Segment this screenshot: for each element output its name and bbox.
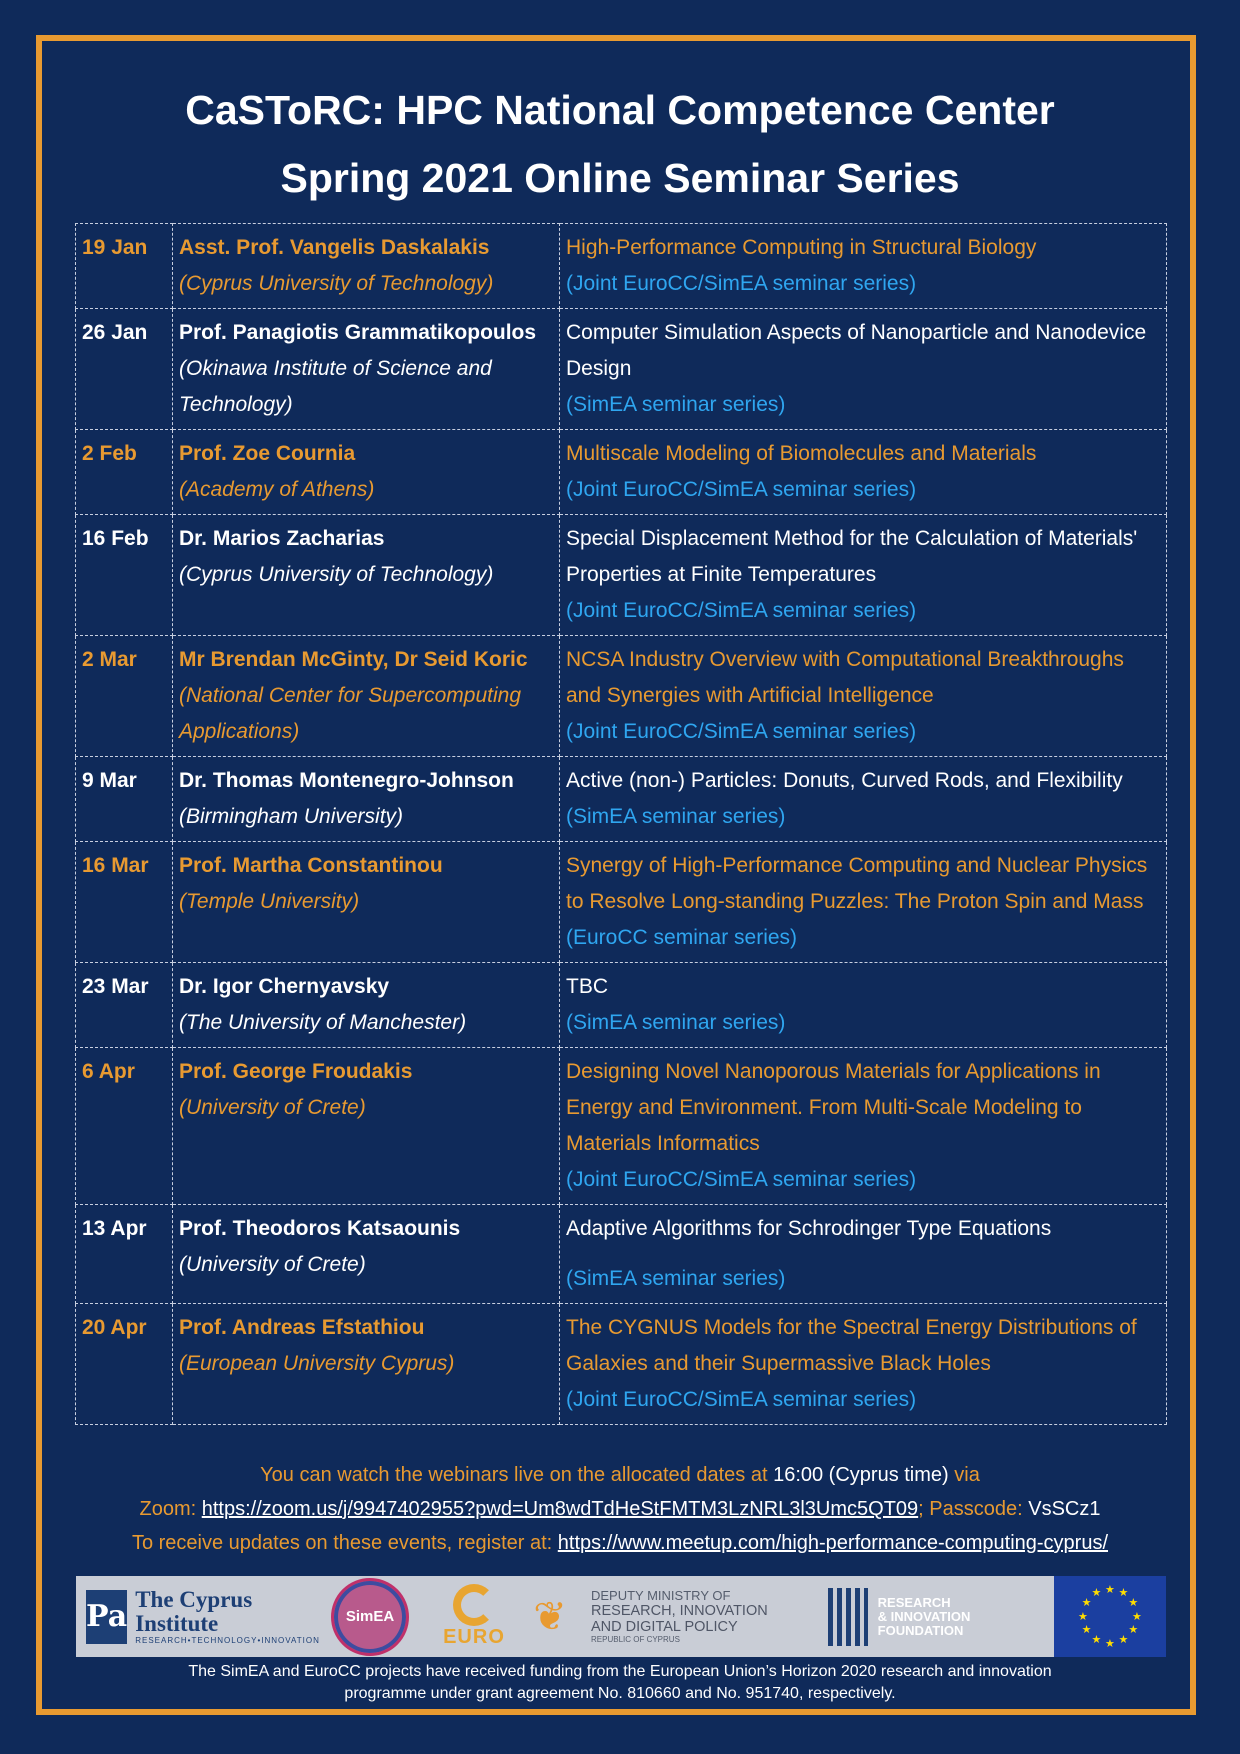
speaker-name: Dr. Thomas Montenegro-Johnson	[179, 769, 514, 792]
eu-star-icon: ★	[1128, 1597, 1139, 1609]
speaker-name: Dr. Igor Chernyavsky	[179, 975, 390, 998]
seminar-row	[76, 515, 1167, 636]
seminar-date: 23 Mar	[82, 975, 149, 998]
zoom-link[interactable]: https://zoom.us/j/9947402955?pwd=Um8wdTdHeStFMTM3LzNRL3l3Umc5QT09	[201, 1498, 919, 1520]
ministry-line2: RESEARCH, INNOVATION	[591, 1603, 768, 1619]
simea-logo	[311, 1576, 429, 1657]
seminar-row	[76, 430, 1167, 515]
speaker-affiliation: (The University of Manchester)	[179, 1011, 467, 1034]
eurocc-c-icon	[453, 1584, 495, 1626]
deputy-ministry-logo	[519, 1576, 799, 1657]
seminar-row	[76, 757, 1167, 842]
funding-acknowledgement	[0, 1661, 1240, 1705]
zoom-label: Zoom:	[139, 1498, 197, 1520]
funding-line2: programme under grant agreement No. 810660 and No. 951740, respectively.	[344, 1685, 896, 1702]
speaker-name: Dr. Marios Zacharias	[179, 527, 385, 550]
seminar-row	[76, 636, 1167, 757]
talk-title: The CYGNUS Models for the Spectral Energy Distributions of Galaxies and their Supermassive Black Holes	[566, 1316, 1137, 1375]
seminar-series: (SimEA seminar series)	[566, 805, 786, 828]
passcode-value: VsSCz1	[1028, 1498, 1101, 1520]
seminar-series: (SimEA seminar series)	[566, 393, 786, 416]
ministry-line3: AND DIGITAL POLICY	[591, 1619, 738, 1635]
eu-star-icon: ★	[1132, 1610, 1142, 1623]
seminar-series: (Joint EuroCC/SimEA seminar series)	[566, 478, 917, 501]
simea-logo-text: SimEA	[331, 1578, 409, 1656]
speaker-name: Mr Brendan McGinty, Dr Seid Koric	[179, 648, 528, 671]
seminar-series: (Joint EuroCC/SimEA seminar series)	[566, 1388, 917, 1411]
speaker-affiliation: (Cyprus University of Technology)	[179, 272, 494, 295]
seminar-date: 19 Jan	[82, 236, 148, 259]
seminar-date: 20 Apr	[82, 1316, 147, 1339]
cyprus-crest-icon: ❦	[533, 1594, 567, 1639]
talk-title: NCSA Industry Overview with Computational Breakthroughs and Synergies with Artificial Intelligence	[566, 648, 1124, 707]
seminar-row	[76, 963, 1167, 1048]
seminar-date: 2 Mar	[82, 648, 137, 671]
seminar-series: (SimEA seminar series)	[566, 1267, 786, 1290]
talk-title: Active (non-) Particles: Donuts, Curved Rods, and Flexibility	[566, 769, 1123, 792]
cyprus-institute-icon: Pa	[86, 1590, 127, 1644]
speaker-name: Prof. Andreas Efstathiou	[179, 1316, 425, 1339]
funding-line1: The SimEA and EuroCC projects have received funding from the European Union’s Horizon 2020 research and innovation	[188, 1663, 1052, 1680]
speaker-affiliation: (Birmingham University)	[179, 805, 404, 828]
register-info	[0, 1532, 1240, 1555]
seminar-date: 9 Mar	[82, 769, 137, 792]
seminar-series: (Joint EuroCC/SimEA seminar series)	[566, 272, 917, 295]
eu-star-icon: ★	[1105, 1637, 1115, 1650]
talk-title: TBC	[566, 975, 608, 998]
passcode-label: ; Passcode:	[918, 1498, 1023, 1520]
register-prefix: To receive updates on these events, register at:	[131, 1532, 553, 1554]
seminar-row	[76, 224, 1167, 309]
seminar-row	[76, 1205, 1167, 1304]
eu-star-icon: ★	[1118, 1633, 1129, 1646]
webinar-time: 16:00 (Cyprus time)	[773, 1464, 949, 1486]
seminar-series: (SimEA seminar series)	[566, 1011, 786, 1034]
speaker-affiliation: (European University Cyprus)	[179, 1352, 455, 1375]
rif-logo	[799, 1576, 999, 1657]
page-subtitle: Spring 2021 Online Seminar Series	[280, 155, 960, 201]
speaker-name: Asst. Prof. Vangelis Daskalakis	[179, 236, 490, 259]
eu-flag-logo	[1054, 1576, 1166, 1657]
eurocc-logo	[429, 1576, 519, 1657]
seminar-row	[76, 309, 1167, 430]
talk-title: Synergy of High-Performance Computing and Nuclear Physics to Resolve Long-standing Puzzles: The Proton Spin and Mass	[566, 854, 1148, 913]
rif-line2: & INNOVATION	[877, 1608, 971, 1624]
speaker-name: Prof. Theodoros Katsaounis	[179, 1217, 461, 1240]
seminar-series: (Joint EuroCC/SimEA seminar series)	[566, 1168, 917, 1191]
speaker-affiliation: (Cyprus University of Technology)	[179, 563, 494, 586]
ministry-line1: DEPUTY MINISTRY OF	[591, 1588, 731, 1603]
talk-title: Computer Simulation Aspects of Nanoparticle and Nanodevice Design	[566, 321, 1147, 380]
talk-title: Designing Novel Nanoporous Materials for Applications in Energy and Environment. From Multi-Scale Modeling to Materials Informatics	[566, 1060, 1101, 1155]
rif-line3: FOUNDATION	[877, 1622, 964, 1638]
seminar-row	[76, 1048, 1167, 1205]
speaker-affiliation: (Academy of Athens)	[179, 478, 375, 501]
eu-star-icon: ★	[1081, 1624, 1092, 1636]
speaker-name: Prof. Martha Constantinou	[179, 854, 443, 877]
via-text: via	[954, 1464, 980, 1486]
cyi-name-line2: Institute	[135, 1610, 219, 1636]
seminar-date: 6 Apr	[82, 1060, 135, 1083]
speaker-name: Prof. Panagiotis Grammatikopoulos	[179, 321, 537, 344]
eu-star-icon: ★	[1091, 1633, 1102, 1646]
talk-title: High-Performance Computing in Structural Biology	[566, 236, 1037, 259]
seminar-schedule-table	[75, 223, 1167, 1425]
speaker-name: Prof. George Froudakis	[179, 1060, 413, 1083]
seminar-series: (Joint EuroCC/SimEA seminar series)	[566, 599, 917, 622]
watch-prefix: You can watch the webinars live on the allocated dates at	[260, 1464, 768, 1486]
speaker-affiliation: (University of Crete)	[179, 1096, 366, 1119]
seminar-date: 16 Feb	[82, 527, 149, 550]
rif-bars-icon	[828, 1588, 868, 1646]
seminar-series: (Joint EuroCC/SimEA seminar series)	[566, 720, 917, 743]
page-title: CaSToRC: HPC National Competence Center	[185, 87, 1055, 133]
eu-star-icon: ★	[1128, 1624, 1139, 1636]
seminar-series: (EuroCC seminar series)	[566, 926, 798, 949]
seminar-date: 13 Apr	[82, 1217, 147, 1240]
eu-star-icon: ★	[1091, 1587, 1102, 1600]
zoom-info	[0, 1498, 1240, 1521]
talk-title: Special Displacement Method for the Calculation of Materials' Properties at Finite Temperatures	[566, 527, 1138, 586]
eu-star-icon: ★	[1081, 1597, 1092, 1609]
sponsor-logos-bar	[76, 1576, 1166, 1657]
eurocc-logo-text: EURO	[443, 1626, 505, 1648]
talk-title: Multiscale Modeling of Biomolecules and Materials	[566, 442, 1037, 465]
seminar-date: 26 Jan	[82, 321, 148, 344]
speaker-affiliation: (University of Crete)	[179, 1253, 366, 1276]
eu-stars-icon	[1076, 1583, 1144, 1651]
seminar-date: 2 Feb	[82, 442, 137, 465]
cyi-name-line1: The Cyprus	[135, 1586, 253, 1612]
seminar-row	[76, 842, 1167, 963]
ministry-line4: REPUBLIC OF CYPRUS	[591, 1635, 680, 1644]
cyprus-institute-logo	[76, 1576, 320, 1657]
talk-title: Adaptive Algorithms for Schrodinger Type Equations	[566, 1217, 1052, 1240]
cyi-tagline: RESEARCH•TECHNOLOGY•INNOVATION	[135, 1635, 320, 1645]
speaker-affiliation: (Temple University)	[179, 890, 360, 913]
speaker-affiliation: (Okinawa Institute of Science and Technology)	[179, 357, 492, 416]
eu-star-icon: ★	[1105, 1583, 1115, 1596]
seminar-row	[76, 1304, 1167, 1425]
rif-line1: RESEARCH	[877, 1594, 951, 1610]
eu-star-icon: ★	[1118, 1587, 1129, 1600]
meetup-link[interactable]: https://www.meetup.com/high-performance-computing-cyprus/	[557, 1532, 1109, 1554]
seminar-date: 16 Mar	[82, 854, 149, 877]
speaker-affiliation: (National Center for Supercomputing Applications)	[179, 684, 522, 743]
eu-star-icon: ★	[1078, 1610, 1088, 1623]
speaker-name: Prof. Zoe Cournia	[179, 442, 356, 465]
watch-info	[0, 1464, 1240, 1487]
